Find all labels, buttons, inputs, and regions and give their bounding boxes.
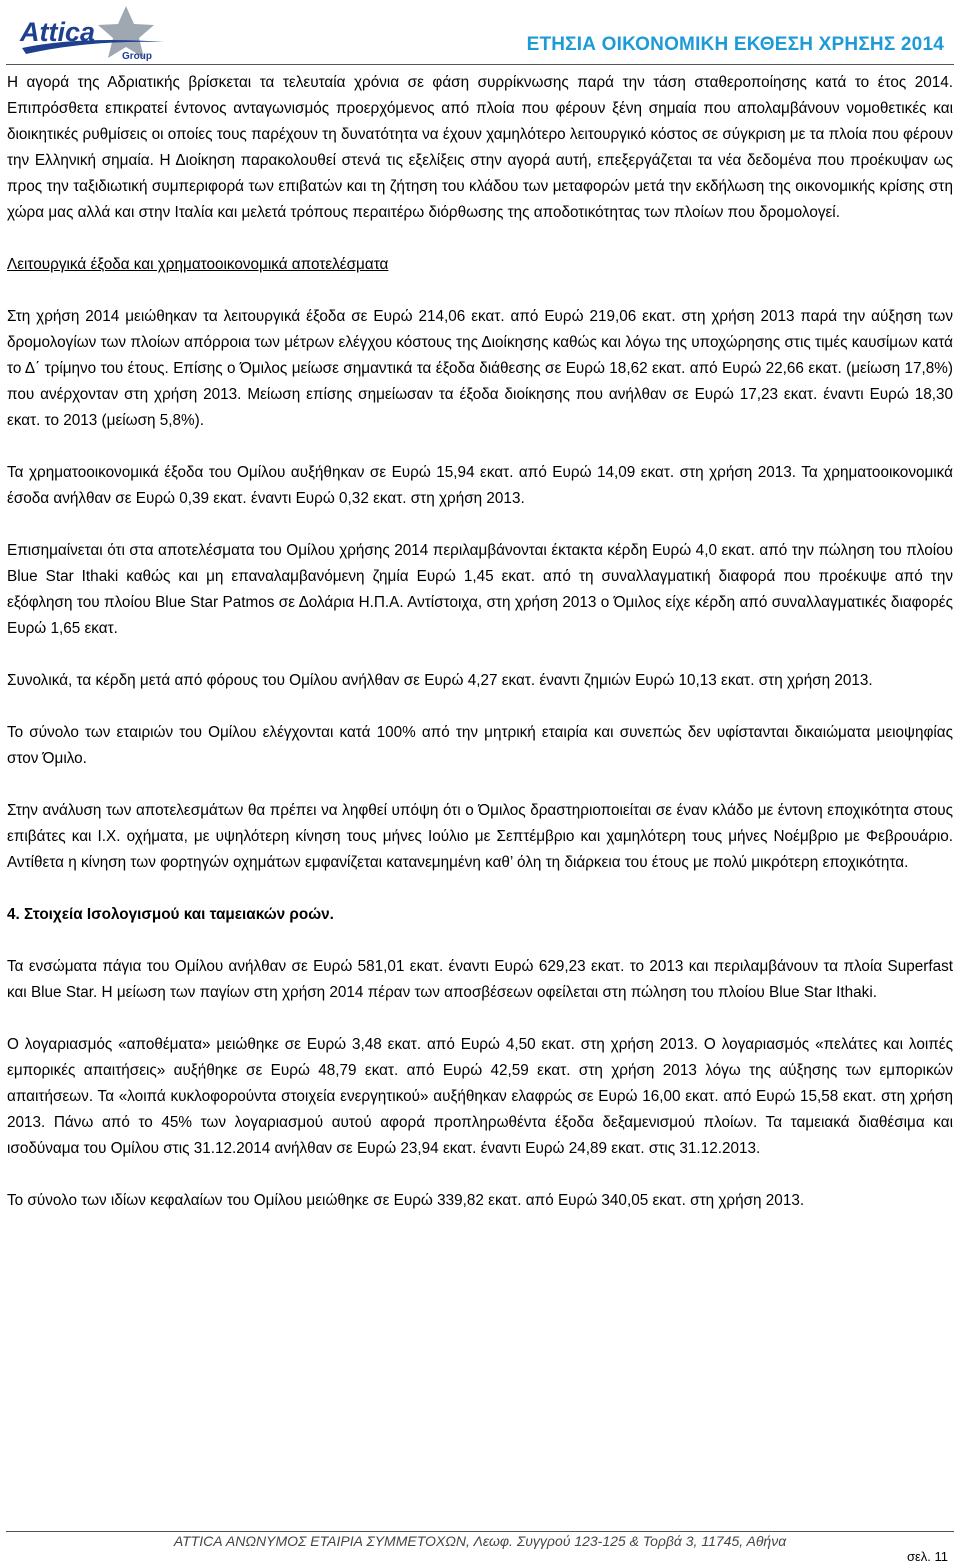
paragraph-equity: Το σύνολο των ιδίων κεφαλαίων του Ομίλου μειώθηκε σε Ευρώ 339,82 εκατ. από Ευρώ 340,05 εκατ. στη χρήση 2013. — [7, 1192, 805, 1209]
page-number: σελ. 11 — [906, 1549, 948, 1564]
report-title: ΕΤΗΣΙΑ ΟΙΚΟΝΟΜΙΚΗ ΕΚΘΕΣΗ ΧΡΗΣΗΣ 2014 — [526, 34, 944, 55]
paragraph-financial-expenses: Τα χρηματοοικονομικά έξοδα του Ομίλου αυξήθηκαν σε Ευρώ 15,94 εκατ. από Ευρώ 14,09 εκατ. στη χρήση 2013. Τα χρηματοοικονομικά έσοδα ανήλθαν σε Ευρώ 0,39 εκατ. έναντι Ευρώ 0,32 εκατ. στη χρήση 2013. — [7, 464, 953, 507]
footer-divider — [6, 1531, 954, 1532]
header-divider — [6, 64, 954, 65]
paragraph-seasonality: Στην ανάλυση των αποτελεσμάτων θα πρέπει να ληφθεί υπόψη ότι ο Όμιλος δραστηριοποιείται σε έναν κλάδο με έντονη εποχικότητα στους επιβάτες και Ι.Χ. οχήματα, με υψηλότερη κίνηση τους μήνες Ιούλιο με Σεπτέμβριο και χαμηλότερη τους μήνες Νοέμβριο με Φεβρουάριο. Αντίθετα η κίνηση των φορτηγών οχημάτων εμφανίζεται κατανεμημένη καθ’ όλη τη διάρκεια του έτους με πολύ μικρότερη εποχικότητα. — [7, 802, 953, 871]
logo-wordmark: Attica — [20, 17, 96, 47]
paragraph-current-assets: Ο λογαριασμός «αποθέματα» μειώθηκε σε Ευρώ 3,48 εκατ. από Ευρώ 4,50 εκατ. στη χρήση 2013. Ο λογαριασμός «πελάτες και λοιπές εμπορικές απαιτήσεις» αυξήθηκε σε Ευρώ 48,79 εκατ. από Ευρώ 42,59 εκατ. στη χρήση 2013 λόγω της αύξησης των εμπορικών απαιτήσεων. Τα «λοιπά κυκλοφορούντα στοιχεία ενεργητικού» αυξήθηκαν ελαφρώς σε Ευρώ 16,00 εκατ. από Ευρώ 15,58 εκατ. στη χρήση 2013. Πάνω από το 45% των λογαριασμού αυτού αφορά προπληρωθέντα έξοδα δεξαμενισμού πλοίων. Τα ταμειακά διαθέσιμα και ισοδύναμα του Ομίλου στις 31.12.2014 ανήλθαν σε Ευρώ 23,94 εκατ. έναντι Ευρώ 24,89 εκατ. στις 31.12.2013. — [7, 1036, 953, 1157]
paragraph-extraordinary-items: Επισημαίνεται ότι στα αποτελέσματα του Ομίλου χρήσης 2014 περιλαμβάνονται έκτακτα κέρδη Ευρώ 4,0 εκατ. από την πώληση του πλοίου Blue Star Ithaki καθώς και μη επαναλαμβανόμενη ζημία Ευρώ 1,45 εκατ. από τη συναλλαγματική διαφορά που προέκυψε από την εξόφληση του πλοίου Blue Star Patmos σε Δολάρια Η.Π.Α. Αντίστοιχα, στη χρήση 2013 ο Όμιλος είχε κέρδη από συναλλαγματικές διαφορές Ευρώ 1,65 εκατ. — [7, 542, 953, 637]
document-body — [7, 70, 953, 1214]
paragraph-net-profit: Συνολικά, τα κέρδη μετά από φόρους του Ομίλου ανήλθαν σε Ευρώ 4,27 εκατ. έναντι ζημιών Ευρώ 10,13 εκατ. στη χρήση 2013. — [7, 672, 873, 689]
paragraph-minority-interest: Το σύνολο των εταιριών του Ομίλου ελέγχονται κατά 100% από την μητρική εταιρία και συνεπώς δεν υφίστανται δικαιώματα μειοψηφίας στον Όμιλο. — [7, 724, 953, 767]
page-header — [0, 0, 960, 66]
footer-company-address: ATTICA ΑΝΩΝΥΜΟΣ ΕΤΑΙΡΙΑ ΣΥΜΜΕΤΟΧΩΝ, Λεωφ. Συγγρού 123-125 & Τορβά 3, 11745, Αθήνα — [173, 1533, 787, 1549]
paragraph-adriatic-market: Η αγορά της Αδριατικής βρίσκεται τα τελευταία χρόνια σε φάση συρρίκνωσης παρά την τάση σταθεροποίησης κατά το έτος 2014. Επιπρόσθετα επικρατεί έντονος ανταγωνισμός προερχόμενος από πλοία που φέρουν ξένη σημαία που απολαμβάνουν νομοθετικές και διοικητικές ρυθμίσεις οι οποίες τους παρέχουν τη δυνατότητα να έχουν χαμηλότερο λειτουργικό κόστος σε σύγκριση με τα πλοία που φέρουν την Ελληνική σημαία. Η Διοίκηση παρακολουθεί στενά τις εξελίξεις στην αγορά αυτή, επεξεργάζεται τα νέα δεδομένα που προέκυψαν ως προς την ταξιδιωτική συμπεριφορά των επιβατών και τη ζήτηση του κλάδου των μεταφορών μετά την εκδήλωση της οικονομικής κρίσης στη χώρα μας αλλά και στην Ιταλία και μελετά τρόπους περαιτέρω διόρθωσης της αποδοτικότητας των πλοίων που δρομολογεί. — [7, 74, 953, 221]
paragraph-fixed-assets: Τα ενσώματα πάγια του Ομίλου ανήλθαν σε Ευρώ 581,01 εκατ. έναντι Ευρώ 629,23 εκατ. το 2013 και περιλαμβάνουν τα πλοία Superfast και Blue Star. Η μείωση των παγίων στη χρήση 2014 πέραν των αποσβέσεων οφείλεται στη πώληση του πλοίου Blue Star Ithaki. — [7, 958, 953, 1001]
logo-subtext: Group — [122, 51, 152, 62]
paragraph-operating-expenses: Στη χρήση 2014 μειώθηκαν τα λειτουργικά έξοδα σε Ευρώ 214,06 εκατ. από Ευρώ 219,06 εκατ. στη χρήση 2013 παρά την αύξηση των δρομολογίων των πλοίων απόρροια των μέτρων ελέγχου κόστους της Διοίκησης καθώς και λόγω της υποχώρησης στις τιμές καυσίμων κατά το Δ΄ τρίμηνο του έτους. Επίσης ο Όμιλος μείωσε σημαντικά τα έξοδα διάθεσης σε Ευρώ 18,62 εκατ. από Ευρώ 22,66 εκατ. (μείωση 17,8%) που ανέρχονταν στη χρήση 2013. Μείωση επίσης σημείωσαν τα έξοδα διοίκησης που ανήλθαν σε Ευρώ 17,23 εκατ. έναντι Ευρώ 18,30 εκατ. το 2013 (μείωση 5,8%). — [7, 308, 953, 429]
section-heading-opex: Λειτουργικά έξοδα και χρηματοοικονομικά αποτελέσματα — [7, 256, 389, 273]
attica-group-logo — [18, 4, 168, 62]
section-heading-balance-sheet: 4. Στοιχεία Ισολογισμού και ταμειακών ροών. — [7, 906, 334, 923]
